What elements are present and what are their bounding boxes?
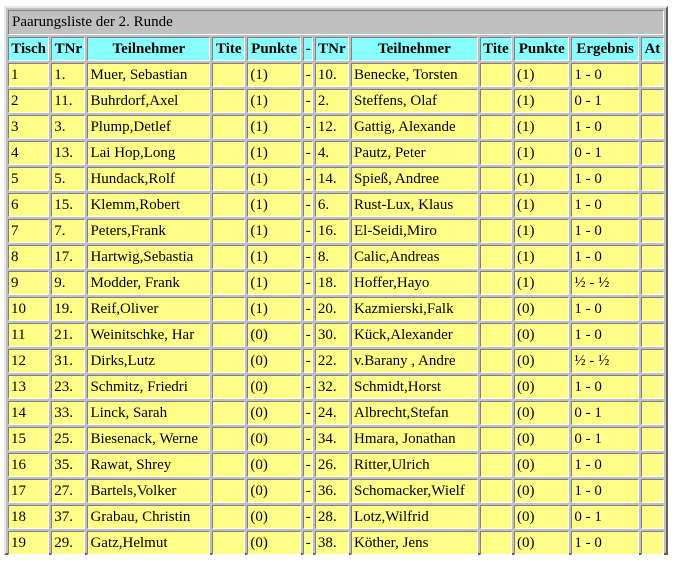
cell-at bbox=[641, 115, 664, 139]
cell-tite bbox=[212, 63, 245, 87]
cell-ergebnis: 1 - 0 bbox=[571, 375, 638, 399]
cell-punkte: (0) bbox=[247, 401, 300, 425]
cell-tite-2 bbox=[480, 375, 512, 399]
cell-ergebnis: 0 - 1 bbox=[571, 505, 638, 529]
cell-teilnehmer-2: Lotz,Wilfrid bbox=[351, 505, 478, 529]
cell-punkte-2: (0) bbox=[514, 401, 569, 425]
cell-punkte-2: (0) bbox=[514, 531, 569, 555]
cell-punkte-2: (1) bbox=[514, 89, 569, 113]
pairings-table bbox=[6, 8, 666, 557]
cell-separator: - bbox=[303, 141, 313, 165]
cell-punkte-2: (0) bbox=[514, 349, 569, 373]
cell-separator: - bbox=[303, 531, 313, 555]
cell-tite bbox=[212, 167, 245, 191]
table-row bbox=[8, 427, 664, 451]
table-row bbox=[8, 297, 664, 321]
cell-teilnehmer: Peters,Frank bbox=[87, 219, 210, 243]
cell-tnr-2: 36. bbox=[315, 479, 349, 503]
cell-tite-2 bbox=[480, 115, 512, 139]
cell-teilnehmer-2: Schomacker,Wielf bbox=[351, 479, 478, 503]
cell-tite-2 bbox=[480, 297, 512, 321]
cell-ergebnis: 1 - 0 bbox=[571, 115, 638, 139]
cell-separator: - bbox=[303, 323, 313, 347]
cell-tisch: 4 bbox=[8, 141, 49, 165]
cell-tisch: 18 bbox=[8, 505, 49, 529]
cell-tisch: 6 bbox=[8, 193, 49, 217]
cell-tisch: 13 bbox=[8, 375, 49, 399]
cell-ergebnis: 1 - 0 bbox=[571, 63, 638, 87]
cell-teilnehmer: Plump,Detlef bbox=[87, 115, 210, 139]
cell-tnr: 19. bbox=[51, 297, 85, 321]
cell-punkte: (1) bbox=[247, 193, 300, 217]
cell-at bbox=[641, 297, 664, 321]
table-row bbox=[8, 375, 664, 399]
cell-tnr: 29. bbox=[51, 531, 85, 555]
cell-ergebnis: 1 - 0 bbox=[571, 245, 638, 269]
cell-teilnehmer: Klemm,Robert bbox=[87, 193, 210, 217]
cell-at bbox=[641, 401, 664, 425]
cell-teilnehmer: Bartels,Volker bbox=[87, 479, 210, 503]
cell-tnr: 7. bbox=[51, 219, 85, 243]
cell-ergebnis: 0 - 1 bbox=[571, 427, 638, 451]
cell-tisch: 7 bbox=[8, 219, 49, 243]
cell-teilnehmer: Buhrdorf,Axel bbox=[87, 89, 210, 113]
cell-ergebnis: 1 - 0 bbox=[571, 453, 638, 477]
cell-ergebnis: 1 - 0 bbox=[571, 531, 638, 555]
header-tite-2: Tite bbox=[480, 37, 512, 61]
cell-tnr: 35. bbox=[51, 453, 85, 477]
cell-punkte-2: (0) bbox=[514, 453, 569, 477]
cell-teilnehmer: Gatz,Helmut bbox=[87, 531, 210, 555]
cell-teilnehmer-2: Spieß, Andree bbox=[351, 167, 478, 191]
cell-tite-2 bbox=[480, 479, 512, 503]
cell-tisch: 17 bbox=[8, 479, 49, 503]
cell-tnr: 3. bbox=[51, 115, 85, 139]
cell-tnr: 11. bbox=[51, 89, 85, 113]
table-row bbox=[8, 271, 664, 295]
cell-teilnehmer-2: Kück,Alexander bbox=[351, 323, 478, 347]
cell-teilnehmer: Hundack,Rolf bbox=[87, 167, 210, 191]
cell-teilnehmer-2: Hmara, Jonathan bbox=[351, 427, 478, 451]
cell-tnr: 15. bbox=[51, 193, 85, 217]
cell-tite bbox=[212, 375, 245, 399]
cell-tnr-2: 24. bbox=[315, 401, 349, 425]
cell-tnr-2: 32. bbox=[315, 375, 349, 399]
cell-tnr: 5. bbox=[51, 167, 85, 191]
cell-separator: - bbox=[303, 193, 313, 217]
cell-separator: - bbox=[303, 219, 313, 243]
cell-separator: - bbox=[303, 505, 313, 529]
cell-teilnehmer-2: Gattig, Alexande bbox=[351, 115, 478, 139]
cell-tnr-2: 28. bbox=[315, 505, 349, 529]
cell-punkte: (0) bbox=[247, 427, 300, 451]
cell-tite bbox=[212, 427, 245, 451]
cell-punkte-2: (0) bbox=[514, 427, 569, 451]
cell-separator: - bbox=[303, 297, 313, 321]
cell-tnr-2: 14. bbox=[315, 167, 349, 191]
cell-tnr-2: 34. bbox=[315, 427, 349, 451]
cell-tnr-2: 20. bbox=[315, 297, 349, 321]
table-row bbox=[8, 479, 664, 503]
cell-at bbox=[641, 505, 664, 529]
cell-tnr-2: 18. bbox=[315, 271, 349, 295]
cell-punkte: (0) bbox=[247, 479, 300, 503]
cell-punkte-2: (1) bbox=[514, 167, 569, 191]
cell-tnr: 13. bbox=[51, 141, 85, 165]
cell-tite-2 bbox=[480, 349, 512, 373]
header-teilnehmer: Teilnehmer bbox=[87, 37, 210, 61]
cell-ergebnis: 1 - 0 bbox=[571, 167, 638, 191]
table-row bbox=[8, 219, 664, 243]
cell-tisch: 1 bbox=[8, 63, 49, 87]
cell-tite-2 bbox=[480, 505, 512, 529]
cell-teilnehmer: Weinitschke, Har bbox=[87, 323, 210, 347]
cell-punkte: (1) bbox=[247, 141, 300, 165]
pairings-frame bbox=[4, 6, 668, 555]
cell-tite-2 bbox=[480, 401, 512, 425]
cell-tite-2 bbox=[480, 323, 512, 347]
header-ergebnis: Ergebnis bbox=[571, 37, 638, 61]
cell-teilnehmer-2: Albrecht,Stefan bbox=[351, 401, 478, 425]
table-row bbox=[8, 401, 664, 425]
cell-tite bbox=[212, 505, 245, 529]
cell-teilnehmer-2: Kazmierski,Falk bbox=[351, 297, 478, 321]
cell-punkte: (1) bbox=[247, 245, 300, 269]
cell-tnr: 25. bbox=[51, 427, 85, 451]
cell-tnr-2: 30. bbox=[315, 323, 349, 347]
cell-tnr-2: 16. bbox=[315, 219, 349, 243]
cell-tite bbox=[212, 245, 245, 269]
header-at: At bbox=[641, 37, 664, 61]
cell-tisch: 11 bbox=[8, 323, 49, 347]
cell-punkte-2: (1) bbox=[514, 193, 569, 217]
cell-punkte-2: (0) bbox=[514, 479, 569, 503]
cell-tite bbox=[212, 479, 245, 503]
cell-separator: - bbox=[303, 479, 313, 503]
cell-tite bbox=[212, 219, 245, 243]
cell-punkte: (1) bbox=[247, 297, 300, 321]
cell-separator: - bbox=[303, 453, 313, 477]
cell-tite-2 bbox=[480, 427, 512, 451]
cell-tite-2 bbox=[480, 193, 512, 217]
cell-tnr-2: 26. bbox=[315, 453, 349, 477]
cell-tnr: 21. bbox=[51, 323, 85, 347]
cell-teilnehmer-2: Köther, Jens bbox=[351, 531, 478, 555]
cell-punkte-2: (1) bbox=[514, 63, 569, 87]
table-row bbox=[8, 531, 664, 555]
cell-at bbox=[641, 193, 664, 217]
cell-teilnehmer: Grabau, Christin bbox=[87, 505, 210, 529]
header-tite: Tite bbox=[212, 37, 245, 61]
header-tisch: Tisch bbox=[8, 37, 49, 61]
table-row bbox=[8, 167, 664, 191]
header-punkte-2: Punkte bbox=[514, 37, 569, 61]
cell-tnr: 9. bbox=[51, 271, 85, 295]
cell-punkte: (1) bbox=[247, 271, 300, 295]
cell-tite-2 bbox=[480, 453, 512, 477]
cell-separator: - bbox=[303, 401, 313, 425]
cell-tite bbox=[212, 453, 245, 477]
cell-tisch: 9 bbox=[8, 271, 49, 295]
cell-separator: - bbox=[303, 89, 313, 113]
cell-tnr: 37. bbox=[51, 505, 85, 529]
cell-punkte-2: (1) bbox=[514, 115, 569, 139]
cell-tisch: 12 bbox=[8, 349, 49, 373]
cell-punkte-2: (0) bbox=[514, 297, 569, 321]
cell-ergebnis: 0 - 1 bbox=[571, 141, 638, 165]
cell-teilnehmer: Linck, Sarah bbox=[87, 401, 210, 425]
table-row bbox=[8, 505, 664, 529]
cell-tisch: 19 bbox=[8, 531, 49, 555]
cell-tnr: 33. bbox=[51, 401, 85, 425]
table-row bbox=[8, 453, 664, 477]
header-separator: - bbox=[303, 37, 313, 61]
cell-punkte: (1) bbox=[247, 89, 300, 113]
cell-punkte-2: (1) bbox=[514, 271, 569, 295]
table-row bbox=[8, 349, 664, 373]
cell-tite bbox=[212, 193, 245, 217]
header-teilnehmer-2: Teilnehmer bbox=[351, 37, 478, 61]
cell-at bbox=[641, 89, 664, 113]
cell-at bbox=[641, 479, 664, 503]
cell-at bbox=[641, 167, 664, 191]
table-row bbox=[8, 63, 664, 87]
cell-tite bbox=[212, 89, 245, 113]
cell-teilnehmer: Rawat, Shrey bbox=[87, 453, 210, 477]
cell-tite-2 bbox=[480, 167, 512, 191]
cell-at bbox=[641, 531, 664, 555]
cell-tite bbox=[212, 323, 245, 347]
cell-tite-2 bbox=[480, 531, 512, 555]
table-row bbox=[8, 141, 664, 165]
cell-punkte-2: (1) bbox=[514, 245, 569, 269]
cell-tnr-2: 2. bbox=[315, 89, 349, 113]
cell-teilnehmer: Schmitz, Friedri bbox=[87, 375, 210, 399]
cell-teilnehmer: Muer, Sebastian bbox=[87, 63, 210, 87]
cell-separator: - bbox=[303, 115, 313, 139]
cell-punkte-2: (1) bbox=[514, 219, 569, 243]
cell-teilnehmer-2: Hoffer,Hayo bbox=[351, 271, 478, 295]
cell-punkte-2: (0) bbox=[514, 505, 569, 529]
cell-teilnehmer-2: El-Seidi,Miro bbox=[351, 219, 478, 243]
cell-punkte: (1) bbox=[247, 115, 300, 139]
cell-at bbox=[641, 349, 664, 373]
cell-tnr: 1. bbox=[51, 63, 85, 87]
cell-at bbox=[641, 323, 664, 347]
cell-separator: - bbox=[303, 427, 313, 451]
cell-tnr-2: 12. bbox=[315, 115, 349, 139]
cell-ergebnis: 1 - 0 bbox=[571, 323, 638, 347]
cell-punkte: (0) bbox=[247, 505, 300, 529]
cell-teilnehmer: Modder, Frank bbox=[87, 271, 210, 295]
cell-tite-2 bbox=[480, 63, 512, 87]
cell-tisch: 14 bbox=[8, 401, 49, 425]
cell-separator: - bbox=[303, 349, 313, 373]
cell-tisch: 2 bbox=[8, 89, 49, 113]
cell-tite bbox=[212, 401, 245, 425]
cell-teilnehmer-2: Ritter,Ulrich bbox=[351, 453, 478, 477]
cell-punkte: (0) bbox=[247, 531, 300, 555]
header-tnr: TNr bbox=[51, 37, 85, 61]
cell-at bbox=[641, 219, 664, 243]
cell-punkte: (1) bbox=[247, 219, 300, 243]
cell-teilnehmer-2: Pautz, Peter bbox=[351, 141, 478, 165]
cell-tisch: 8 bbox=[8, 245, 49, 269]
cell-tite-2 bbox=[480, 89, 512, 113]
cell-tisch: 15 bbox=[8, 427, 49, 451]
cell-tisch: 3 bbox=[8, 115, 49, 139]
cell-tnr-2: 38. bbox=[315, 531, 349, 555]
cell-at bbox=[641, 375, 664, 399]
cell-teilnehmer: Lai Hop,Long bbox=[87, 141, 210, 165]
table-row bbox=[8, 89, 664, 113]
table-row bbox=[8, 323, 664, 347]
cell-tnr: 17. bbox=[51, 245, 85, 269]
cell-tite-2 bbox=[480, 219, 512, 243]
header-row bbox=[8, 37, 664, 61]
cell-punkte: (1) bbox=[247, 63, 300, 87]
cell-tisch: 5 bbox=[8, 167, 49, 191]
cell-teilnehmer-2: Schmidt,Horst bbox=[351, 375, 478, 399]
cell-teilnehmer: Hartwig,Sebastia bbox=[87, 245, 210, 269]
cell-tnr: 27. bbox=[51, 479, 85, 503]
cell-teilnehmer: Dirks,Lutz bbox=[87, 349, 210, 373]
cell-tite bbox=[212, 115, 245, 139]
cell-ergebnis: 0 - 1 bbox=[571, 89, 638, 113]
cell-ergebnis: ½ - ½ bbox=[571, 271, 638, 295]
cell-ergebnis: 1 - 0 bbox=[571, 219, 638, 243]
cell-tnr: 31. bbox=[51, 349, 85, 373]
cell-teilnehmer-2: Steffens, Olaf bbox=[351, 89, 478, 113]
cell-separator: - bbox=[303, 63, 313, 87]
cell-at bbox=[641, 271, 664, 295]
cell-tnr-2: 22. bbox=[315, 349, 349, 373]
cell-punkte: (1) bbox=[247, 167, 300, 191]
cell-punkte: (0) bbox=[247, 375, 300, 399]
cell-tite-2 bbox=[480, 271, 512, 295]
cell-tite-2 bbox=[480, 245, 512, 269]
cell-teilnehmer-2: Benecke, Torsten bbox=[351, 63, 478, 87]
cell-ergebnis: 1 - 0 bbox=[571, 297, 638, 321]
cell-tnr-2: 6. bbox=[315, 193, 349, 217]
cell-at bbox=[641, 453, 664, 477]
cell-ergebnis: 1 - 0 bbox=[571, 479, 638, 503]
cell-ergebnis: 1 - 0 bbox=[571, 193, 638, 217]
cell-teilnehmer-2: Calic,Andreas bbox=[351, 245, 478, 269]
cell-tite bbox=[212, 297, 245, 321]
cell-separator: - bbox=[303, 271, 313, 295]
table-row bbox=[8, 193, 664, 217]
cell-punkte-2: (0) bbox=[514, 323, 569, 347]
cell-teilnehmer: Reif,Oliver bbox=[87, 297, 210, 321]
cell-at bbox=[641, 63, 664, 87]
cell-at bbox=[641, 141, 664, 165]
cell-tnr-2: 4. bbox=[315, 141, 349, 165]
page-title: Paarungsliste der 2. Runde bbox=[8, 10, 664, 35]
cell-teilnehmer-2: Rust-Lux, Klaus bbox=[351, 193, 478, 217]
cell-at bbox=[641, 245, 664, 269]
cell-tite bbox=[212, 531, 245, 555]
cell-tite bbox=[212, 349, 245, 373]
cell-separator: - bbox=[303, 167, 313, 191]
cell-tisch: 16 bbox=[8, 453, 49, 477]
cell-tnr-2: 8. bbox=[315, 245, 349, 269]
table-row bbox=[8, 245, 664, 269]
pairings-body bbox=[8, 63, 664, 555]
cell-tite bbox=[212, 271, 245, 295]
cell-teilnehmer-2: v.Barany , Andre bbox=[351, 349, 478, 373]
cell-punkte-2: (0) bbox=[514, 375, 569, 399]
cell-separator: - bbox=[303, 245, 313, 269]
cell-tnr: 23. bbox=[51, 375, 85, 399]
cell-separator: - bbox=[303, 375, 313, 399]
table-row bbox=[8, 115, 664, 139]
cell-tisch: 10 bbox=[8, 297, 49, 321]
header-punkte: Punkte bbox=[247, 37, 300, 61]
cell-punkte: (0) bbox=[247, 323, 300, 347]
cell-at bbox=[641, 427, 664, 451]
cell-punkte: (0) bbox=[247, 349, 300, 373]
cell-tnr-2: 10. bbox=[315, 63, 349, 87]
cell-tite-2 bbox=[480, 141, 512, 165]
cell-ergebnis: 0 - 1 bbox=[571, 401, 638, 425]
cell-teilnehmer: Biesenack, Werne bbox=[87, 427, 210, 451]
cell-punkte-2: (1) bbox=[514, 141, 569, 165]
header-tnr-2: TNr bbox=[315, 37, 349, 61]
cell-punkte: (0) bbox=[247, 453, 300, 477]
cell-ergebnis: ½ - ½ bbox=[571, 349, 638, 373]
cell-tite bbox=[212, 141, 245, 165]
